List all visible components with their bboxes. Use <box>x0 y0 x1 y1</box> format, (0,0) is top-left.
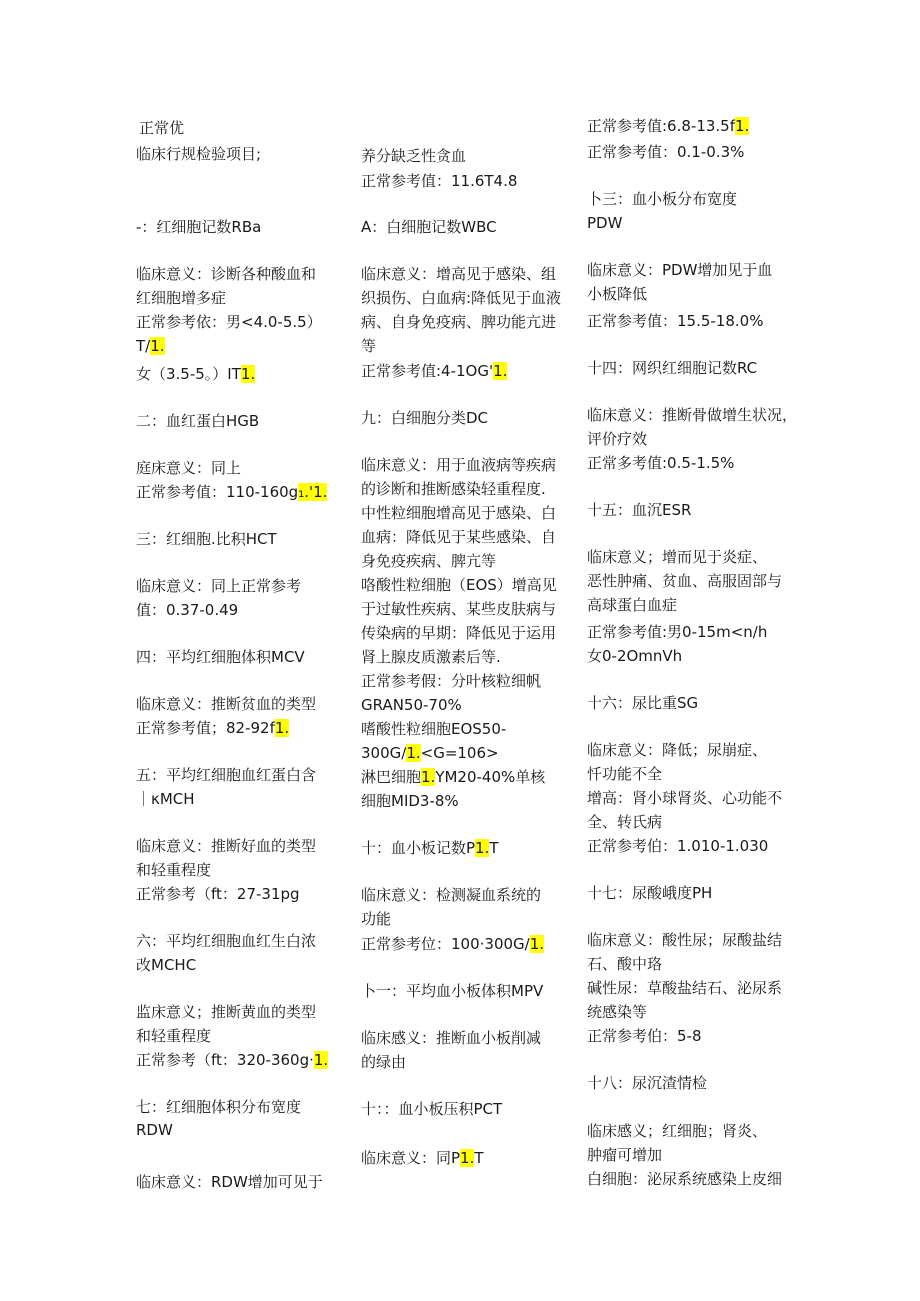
line-text: 正常参考值：11.6T4.8 <box>361 172 518 190</box>
text-line <box>587 189 737 211</box>
line-text: 正常参考（ft：320-360g· <box>136 1051 314 1069</box>
text-line <box>587 622 767 644</box>
text-line <box>136 1002 316 1024</box>
line-text: 女0-2OmnVh <box>587 647 683 665</box>
text-line <box>136 217 261 239</box>
line-text: 十：血小板记数P <box>361 839 476 857</box>
line-text: 肿瘤可增加 <box>587 1146 663 1164</box>
text-line <box>361 767 545 789</box>
text-line <box>136 576 301 598</box>
text-line <box>587 1002 647 1024</box>
text-line <box>136 931 316 953</box>
line-text-suffix: YM20-40%单核 <box>435 768 546 786</box>
text-line <box>587 260 772 282</box>
line-text: 临床意义；增而见于炎症、 <box>587 548 768 566</box>
text-line <box>587 836 768 858</box>
highlighted-unit: 1. <box>274 719 290 737</box>
line-text: 全、转氏病 <box>587 813 663 831</box>
line-text: 正常多考值:0.5-1.5% <box>587 454 735 472</box>
line-text: 二：血红蛋白HGB <box>136 412 260 430</box>
line-text: 庭床意义：同上 <box>136 459 242 477</box>
line-text: 临床感义：推断血小板削减 <box>361 1029 542 1047</box>
text-line <box>361 527 556 549</box>
line-text: 忏功能不全 <box>587 765 663 783</box>
line-text: 等 <box>361 337 377 355</box>
line-text: 正常参考依：男<4.0-5.5） <box>136 313 322 331</box>
text-line <box>587 284 647 306</box>
text-line <box>136 144 261 166</box>
line-text-suffix: <G=106> <box>420 744 499 762</box>
text-line <box>587 429 647 451</box>
text-line <box>587 1073 707 1095</box>
text-line <box>139 118 184 140</box>
line-text: 临床意义：同P <box>361 1149 461 1167</box>
line-text: 临床意义：PDW增加见于血 <box>587 261 773 279</box>
line-text: 肾上腺皮质激素后等. <box>361 648 501 666</box>
text-line <box>361 671 541 693</box>
line-text: 五：平均红细胞血红蛋白含 <box>136 766 317 784</box>
line-text: 的绿由 <box>361 1053 407 1071</box>
text-line <box>587 764 662 786</box>
line-text: 正常参考值:6.8-13.5f <box>587 117 736 135</box>
text-line <box>587 812 662 834</box>
text-line <box>361 934 544 956</box>
text-line <box>361 479 546 501</box>
line-text: 300G∕ <box>361 744 407 762</box>
line-text: 于过敏性疾病、某些皮肤病与 <box>361 600 557 618</box>
line-text: 增高：肾小球肾炎、心功能不 <box>587 789 783 807</box>
line-text: 临床意义：诊断各种酸血和 <box>136 265 317 283</box>
line-text: 织损伤、白血病:降低见于血液 <box>361 289 562 307</box>
line-text: 临床意义：酸性尿；尿酸盐结 <box>587 931 783 949</box>
text-line <box>361 1148 484 1170</box>
line-text: 养分缺乏性贪血 <box>361 147 467 165</box>
text-line <box>361 1028 541 1050</box>
text-line <box>587 1121 767 1143</box>
text-line <box>136 411 259 433</box>
line-text: 血病：降低见于某些感染、自 <box>361 528 557 546</box>
text-line <box>136 765 316 787</box>
line-text: 高球蛋白血症 <box>587 596 678 614</box>
line-text: 临床意义：降低；尿崩症、 <box>587 741 768 759</box>
line-text: 小板降低 <box>587 285 648 303</box>
text-line <box>361 838 499 860</box>
line-text: 临床意义：推断骨做增生状况， <box>587 406 798 424</box>
line-text: 九：白细胞分类DC <box>361 409 489 427</box>
line-text: 正常优 <box>139 119 185 137</box>
text-line <box>361 217 497 239</box>
text-line <box>587 405 797 427</box>
line-text: 卜三：血小板分布宽度 <box>587 190 738 208</box>
text-line <box>361 1052 406 1074</box>
line-text: 正常参考值；82-92f <box>136 719 275 737</box>
line-text-suffix: T <box>489 839 499 857</box>
text-line <box>587 500 691 522</box>
text-line <box>361 312 556 334</box>
line-text: ｜κMCH <box>136 790 195 808</box>
line-text: 十：：血小板压积PCT <box>361 1100 503 1118</box>
text-line <box>361 455 556 477</box>
line-text: 咯酸性粒细胞（EOS）增高见 <box>361 576 557 594</box>
highlighted-unit: 1. <box>406 744 421 762</box>
line-text: 十七：尿酸峨度PH <box>587 884 713 902</box>
text-line <box>361 647 501 669</box>
text-line <box>361 575 557 597</box>
line-text: 卜一：平均血小板体积MPV <box>361 982 544 1000</box>
line-text: 碱性尿：草酸盐结石、泌尿系 <box>587 979 783 997</box>
line-text: 临床意义：增高见于感染、组 <box>361 265 557 283</box>
line-text: 身免疫疾病、脾亢等 <box>361 552 497 570</box>
highlighted-unit: 1. <box>460 1149 475 1167</box>
line-text: 细胞MID3-8% <box>361 792 459 810</box>
text-line <box>587 1145 662 1167</box>
line-text: 临床意义：推断贫血的类型 <box>136 695 317 713</box>
text-line <box>136 1120 173 1142</box>
text-line <box>587 1026 702 1048</box>
line-text: 临床感义；红细胞；肾炎、 <box>587 1122 768 1140</box>
text-line <box>361 981 543 1003</box>
text-line <box>587 311 763 333</box>
highlighted-unit: 1. <box>529 935 545 953</box>
line-text: 正常参考假：分叶核粒细帆 <box>361 672 542 690</box>
line-text: 改MCHC <box>136 956 197 974</box>
line-text: 十八：尿沉渣情检 <box>587 1074 708 1092</box>
text-line <box>587 646 682 668</box>
text-line <box>136 718 289 740</box>
text-line <box>136 884 300 906</box>
text-line <box>361 503 556 525</box>
text-line <box>136 1097 301 1119</box>
line-text: 临床意义：RDW增加可见于 <box>136 1173 323 1191</box>
line-text: 监床意义；推断黄血的类型 <box>136 1003 317 1021</box>
line-text: 临床意义：用于血液病等疾病 <box>361 456 557 474</box>
highlighted-unit: 1. <box>150 337 165 355</box>
line-text: 恶性肿痛、贫血、高服固部与 <box>587 572 783 590</box>
text-line <box>136 482 327 504</box>
highlighted-unit: 1. <box>493 362 508 380</box>
text-line <box>136 264 316 286</box>
text-line <box>136 1050 328 1072</box>
line-text: 石、酸中珞 <box>587 955 663 973</box>
line-text: 红细胞增多症 <box>136 289 227 307</box>
line-text: A：白细胞记数WBC <box>361 218 497 236</box>
text-line <box>136 312 322 334</box>
line-text: 正常参考值:4-1OG' <box>361 362 494 380</box>
text-line <box>361 288 561 310</box>
line-text: 病、自身免疫病、脾功能亢进 <box>361 313 557 331</box>
text-line <box>136 647 305 669</box>
text-line <box>587 930 782 952</box>
text-line <box>361 551 496 573</box>
line-text: 临床意义：同上正常参考 <box>136 577 302 595</box>
text-line <box>587 693 698 715</box>
text-line <box>587 142 744 164</box>
line-text: 和轻重程度 <box>136 1027 212 1045</box>
text-line <box>587 1169 782 1191</box>
text-line <box>361 1099 502 1121</box>
text-line <box>136 336 165 358</box>
line-text: 十六：尿比重SG <box>587 694 699 712</box>
line-text: 和轻重程度 <box>136 861 212 879</box>
text-line <box>361 336 376 358</box>
text-line <box>361 264 556 286</box>
text-line <box>587 740 767 762</box>
text-line <box>136 789 195 811</box>
text-line <box>587 358 757 380</box>
line-text: -：红细胞记数RBa <box>136 218 262 236</box>
text-line <box>361 146 466 168</box>
text-line <box>136 600 238 622</box>
text-line <box>136 836 316 858</box>
line-text: 值：0.37-0.49 <box>136 601 239 619</box>
text-line <box>587 453 734 475</box>
line-text: 淋巴细胞 <box>361 768 422 786</box>
line-text: 四：平均红细胞体积MCV <box>136 648 305 666</box>
line-text: T/ <box>136 337 151 355</box>
text-line <box>587 547 767 569</box>
line-text: 临床行规检验项目; <box>136 145 262 163</box>
line-text: 的诊断和推断感染轻重程度. <box>361 480 546 498</box>
text-line <box>136 458 241 480</box>
text-line <box>136 694 316 716</box>
line-text: 六：平均红细胞血红生白浓 <box>136 932 317 950</box>
line-text: 白细胞：泌尿系统感染上皮细 <box>587 1170 783 1188</box>
line-text: GRAN50-70% <box>361 696 462 714</box>
highlighted-unit: 1. <box>475 839 490 857</box>
highlighted-unit: 1. <box>735 117 750 135</box>
text-line <box>587 213 622 235</box>
highlighted-unit: ₁.'1. <box>298 483 328 501</box>
text-line <box>587 978 782 1000</box>
line-text: 七：红细胞体积分布宽度 <box>136 1098 302 1116</box>
text-line <box>587 788 782 810</box>
line-text: 正常参考伯：5-8 <box>587 1027 702 1045</box>
line-text: 正常参考伯：1.010-1.030 <box>587 837 769 855</box>
text-line <box>587 954 662 976</box>
highlighted-unit: 1. <box>313 1051 329 1069</box>
text-line <box>361 599 556 621</box>
line-text: 评价疗效 <box>587 430 648 448</box>
text-line <box>136 1172 323 1194</box>
line-text: 功能 <box>361 910 392 928</box>
line-text: 女（3.5-5。）IT <box>136 365 241 383</box>
text-line <box>136 529 277 551</box>
line-text: PDW <box>587 214 623 232</box>
text-line <box>361 408 488 430</box>
text-line <box>361 171 517 193</box>
text-line <box>587 116 749 138</box>
line-text: 正常参考（ft：27-31pg <box>136 885 300 903</box>
text-line <box>361 885 541 907</box>
text-line <box>361 743 499 765</box>
text-line <box>361 695 462 717</box>
line-text: 统感染等 <box>587 1003 648 1021</box>
line-text: 正常参考值：110-160g <box>136 483 299 501</box>
line-text: 临床意义：检测凝血系统的 <box>361 886 542 904</box>
line-text: 正常参考值:男0-15m<n∕h <box>587 623 768 641</box>
line-text: 十五：血沉ESR <box>587 501 692 519</box>
text-line <box>136 955 196 977</box>
line-text: 十四：网织红细胞记数RC <box>587 359 758 377</box>
text-line <box>361 623 556 645</box>
text-line <box>587 571 782 593</box>
line-text: 传染病的早期：降低见于运用 <box>361 624 557 642</box>
line-text-suffix: T <box>474 1149 484 1167</box>
text-line <box>361 909 391 931</box>
text-line <box>136 364 255 386</box>
line-text: 正常参考值：15.5-18.0% <box>587 312 764 330</box>
text-line <box>361 719 506 741</box>
line-text: RDW <box>136 1121 173 1139</box>
line-text: 正常参考位：100·300G∕ <box>361 935 530 953</box>
line-text: 三：红细胞.比积HCT <box>136 530 277 548</box>
text-line <box>136 288 226 310</box>
text-line <box>587 883 712 905</box>
text-line <box>136 1026 211 1048</box>
line-text: 中性粒细胞增高见于感染、白 <box>361 504 557 522</box>
text-line <box>361 791 459 813</box>
highlighted-unit: 1. <box>421 768 436 786</box>
line-text: 临床意义：推断好血的类型 <box>136 837 317 855</box>
text-line <box>361 361 507 383</box>
text-line <box>136 860 211 882</box>
line-text: 嗜酸性粒细胞EOS50- <box>361 720 507 738</box>
text-line <box>587 595 677 617</box>
highlighted-unit: 1. <box>240 365 256 383</box>
line-text: 正常参考值：0.1-0.3% <box>587 143 745 161</box>
